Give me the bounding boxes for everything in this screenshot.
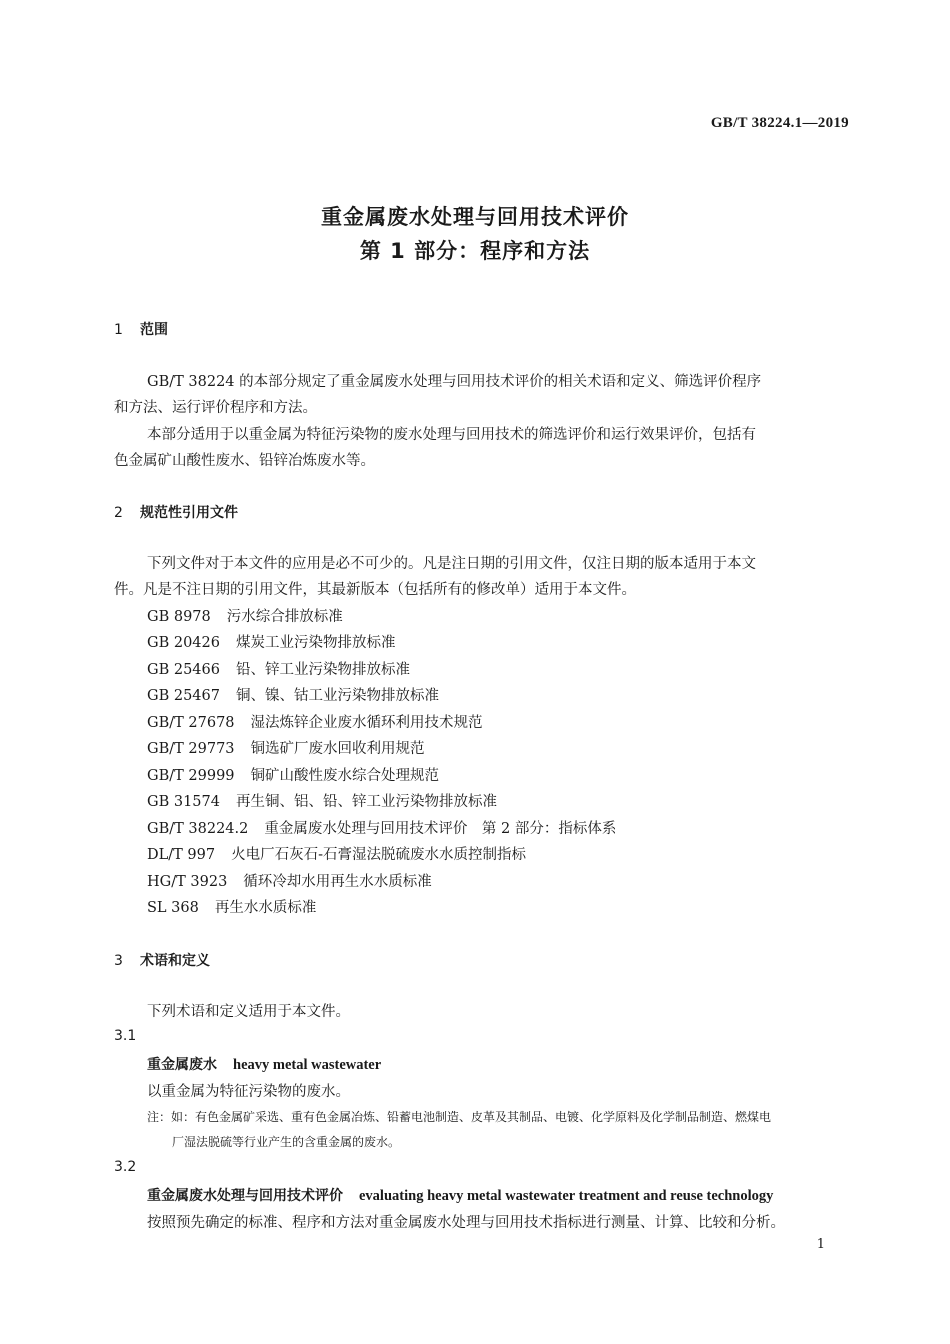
section-2-intro-line1: 下列文件对于本文件的应用是必不可少的。凡是注日期的引用文件，仅注日期的版本适用于本文 xyxy=(147,556,756,572)
section-3-heading xyxy=(114,950,210,970)
reference-title: 煤炭工业污染物排放标准 xyxy=(235,635,396,651)
reference-item xyxy=(147,684,439,705)
reference-title: 火电厂石灰石-石膏湿法脱硫废水水质控制指标 xyxy=(231,847,527,863)
reference-item xyxy=(147,790,497,811)
section-3-intro: 下列术语和定义适用于本文件。 xyxy=(147,1004,350,1020)
reference-item xyxy=(147,764,439,785)
reference-item xyxy=(147,896,316,917)
document-code: GB/T 38224.1—2019 xyxy=(710,115,849,131)
document-title-line1: 重金属废水处理与回用技术评价 xyxy=(321,205,629,229)
term-entry xyxy=(147,1054,381,1074)
section-1-heading xyxy=(114,319,168,339)
term-chinese: 重金属废水处理与回用技术评价 xyxy=(147,1188,343,1204)
reference-title: 铜、镍、钴工业污染物排放标准 xyxy=(235,688,439,704)
reference-item xyxy=(147,605,343,626)
reference-code: GB/T 38224.2 xyxy=(147,821,249,837)
reference-title: 铜矿山酸性废水综合处理规范 xyxy=(250,768,440,784)
reference-code: GB 25467 xyxy=(147,688,220,704)
document-title-line2: 第 1 部分：程序和方法 xyxy=(359,239,591,263)
reference-code: HG/T 3923 xyxy=(147,874,228,890)
reference-item xyxy=(147,817,616,838)
section-number: 2 xyxy=(114,505,123,521)
reference-item xyxy=(147,658,410,679)
term-definition: 按照预先确定的标准、程序和方法对重金属废水处理与回用技术指标进行测量、计算、比较和分析。 xyxy=(147,1215,785,1231)
term-number: 3.1 xyxy=(114,1028,137,1044)
term-number: 3.2 xyxy=(114,1159,137,1175)
reference-title: 再生铜、铝、铅、锌工业污染物排放标准 xyxy=(235,794,497,810)
section-1-p1-line1: GB/T 38224 的本部分规定了重金属废水处理与回用技术评价的相关术语和定义、筛选评价程序 xyxy=(147,374,762,390)
reference-item xyxy=(147,870,432,891)
reference-title: 铜选矿厂废水回收利用规范 xyxy=(250,741,425,757)
term-definition: 以重金属为特征污染物的废水。 xyxy=(147,1084,350,1100)
reference-code: DL/T 997 xyxy=(147,847,216,863)
section-title: 规范性引用文件 xyxy=(140,505,238,521)
reference-title: 污水综合排放标准 xyxy=(226,609,343,625)
reference-code: GB 25466 xyxy=(147,662,220,678)
reference-title: 再生水水质标准 xyxy=(214,900,317,916)
section-title: 范围 xyxy=(140,322,168,338)
reference-code: GB 20426 xyxy=(147,635,220,651)
reference-title: 铅、锌工业污染物排放标准 xyxy=(235,662,410,678)
reference-title: 重金属废水处理与回用技术评价 第 2 部分：指标体系 xyxy=(264,821,617,837)
reference-item xyxy=(147,843,526,864)
section-number: 1 xyxy=(114,322,123,338)
reference-code: GB/T 29999 xyxy=(147,768,235,784)
term-english: evaluating heavy metal wastewater treatment and reuse technology xyxy=(359,1188,774,1204)
page-number: 1 xyxy=(816,1237,825,1252)
term-entry xyxy=(147,1185,773,1205)
section-number: 3 xyxy=(114,953,123,969)
term-chinese: 重金属废水 xyxy=(147,1057,217,1073)
term-note-line2: 厂湿法脱硫等行业产生的含重金属的废水。 xyxy=(172,1135,401,1149)
section-title: 术语和定义 xyxy=(140,953,210,969)
reference-code: GB/T 27678 xyxy=(147,715,235,731)
term-note-line1: 注：如：有色金属矿采选、重有色金属冶炼、铅蓄电池制造、皮革及其制品、电镀、化学原料及化学制品制造、燃煤电 xyxy=(147,1110,772,1124)
section-1-p1-line2: 和方法、运行评价程序和方法。 xyxy=(114,400,317,416)
section-1-p2-line1: 本部分适用于以重金属为特征污染物的废水处理与回用技术的筛选评价和运行效果评价，包括有 xyxy=(147,427,756,443)
term-english: heavy metal wastewater xyxy=(233,1057,382,1073)
reference-code: GB/T 29773 xyxy=(147,741,235,757)
section-2-heading xyxy=(114,502,238,522)
reference-code: GB 31574 xyxy=(147,794,220,810)
reference-title: 循环冷却水用再生水水质标准 xyxy=(243,874,432,890)
section-1-p2-line2: 色金属矿山酸性废水、铅锌冶炼废水等。 xyxy=(114,453,375,469)
reference-code: GB 8978 xyxy=(147,609,211,625)
reference-item xyxy=(147,631,395,652)
reference-item xyxy=(147,711,483,732)
section-2-intro-line2: 件。凡是不注日期的引用文件，其最新版本（包括所有的修改单）适用于本文件。 xyxy=(114,582,636,598)
reference-code: SL 368 xyxy=(147,900,199,916)
reference-item xyxy=(147,737,425,758)
reference-title: 湿法炼锌企业废水循环利用技术规范 xyxy=(250,715,483,731)
